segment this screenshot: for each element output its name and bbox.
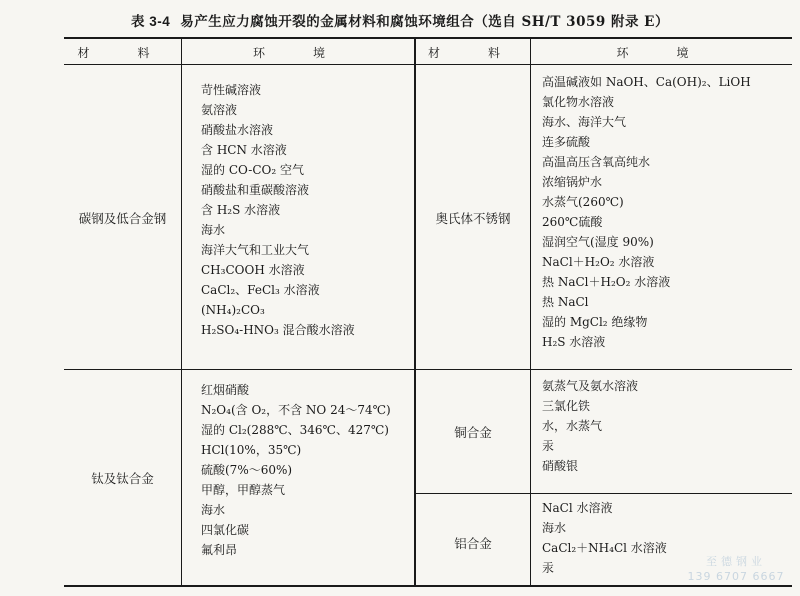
- col-divider-3: [530, 38, 531, 586]
- environment-item: 高温碱液如 NaOH、Ca(OH)₂、LiOH: [542, 75, 751, 89]
- environment-item: 连多硫酸: [542, 135, 591, 149]
- header-material-left: 材 料: [77, 46, 168, 60]
- material-aluminum-alloy: 铝合金: [454, 536, 492, 551]
- environment-item: 氟利昂: [201, 543, 238, 557]
- environment-item: 湿的 Cl₂(288℃、346℃、427℃): [201, 423, 389, 437]
- environment-item: 苛性碱溶液: [201, 83, 262, 97]
- header-environment-right: 环 境: [616, 46, 707, 60]
- environment-item: 含 HCN 水溶液: [201, 143, 287, 157]
- environment-item: 湿润空气(湿度 90%): [542, 235, 654, 249]
- environment-item: 氨蒸气及氨水溶液: [542, 379, 639, 393]
- env-list-titanium: [201, 380, 391, 560]
- col-divider-center: [414, 38, 416, 586]
- environment-item: NaCl 水溶液: [542, 501, 613, 515]
- environment-item: CaCl₂、FeCl₃ 水溶液: [201, 283, 320, 297]
- environment-item: 海洋大气和工业大气: [201, 243, 310, 257]
- table-title: [0, 10, 800, 30]
- environment-item: CaCl₂＋NH₄Cl 水溶液: [542, 541, 667, 555]
- environment-item: 水蒸气(260℃): [542, 195, 624, 209]
- environment-item: 热 NaCl＋H₂O₂ 水溶液: [542, 275, 671, 289]
- environment-item: 海水: [542, 521, 567, 535]
- table-caption: 易产生应力腐蚀开裂的金属材料和腐蚀环境组合（选自 SH/T 3059 附录 E）: [180, 14, 669, 30]
- col-divider-1: [181, 38, 182, 586]
- material-copper-alloy: 铜合金: [454, 425, 492, 440]
- environment-item: 硝酸盐和重碳酸溶液: [201, 183, 310, 197]
- environment-item: N₂O₄(含 O₂，不含 NO 24～74℃): [201, 403, 391, 417]
- environment-item: 湿的 MgCl₂ 绝缘物: [542, 315, 648, 329]
- environment-item: 汞: [542, 561, 555, 575]
- environment-item: 四氯化碳: [201, 523, 250, 537]
- environment-item: 浓缩锅炉水: [542, 175, 603, 189]
- environment-item: 高温高压含氧高纯水: [542, 155, 651, 169]
- environment-item: 硝酸银: [542, 459, 579, 473]
- environment-item: 氯化物水溶液: [542, 95, 615, 109]
- environment-item: 海水: [201, 503, 226, 517]
- material-austenitic-steel: 奥氏体不锈钢: [435, 211, 511, 226]
- row-divider-right-1: [416, 369, 792, 370]
- environment-item: 海水: [201, 223, 226, 237]
- table-number: 表 3-4: [131, 14, 171, 29]
- environment-item: 红烟硝酸: [201, 383, 250, 397]
- environment-item: 水，水蒸气: [542, 419, 603, 433]
- environment-item: NaCl＋H₂O₂ 水溶液: [542, 255, 655, 269]
- material-carbon-steel: 碳钢及低合金钢: [78, 211, 167, 226]
- environment-item: H₂S 水溶液: [542, 335, 606, 349]
- row-divider-left: [64, 369, 414, 370]
- environment-item: 热 NaCl: [542, 295, 589, 309]
- environment-item: 含 H₂S 水溶液: [201, 203, 281, 217]
- header-material-right: 材 料: [427, 46, 518, 60]
- material-titanium: 钛及钛合金: [91, 471, 154, 486]
- environment-item: 湿的 CO-CO₂ 空气: [201, 163, 304, 177]
- environment-item: (NH₄)₂CO₃: [201, 303, 265, 317]
- environment-item: 汞: [542, 439, 555, 453]
- header-bottom-rule: [64, 64, 792, 65]
- environment-item: 海水、海洋大气: [542, 115, 627, 129]
- environment-item: 氨溶液: [201, 103, 238, 117]
- environment-item: 甲醇，甲醇蒸气: [201, 483, 286, 497]
- environment-item: 三氯化铁: [542, 399, 591, 413]
- env-list-carbon-steel: [201, 80, 355, 340]
- environment-item: H₂SO₄-HNO₃ 混合酸水溶液: [201, 323, 355, 337]
- environment-item: 260℃硫酸: [542, 215, 603, 229]
- environment-item: CH₃COOH 水溶液: [201, 263, 305, 277]
- row-divider-right-2: [416, 493, 792, 494]
- watermark-company: 至德钢业: [706, 555, 766, 568]
- env-list-aluminum-alloy: [542, 498, 667, 578]
- environment-item: HCl(10%，35℃): [201, 443, 302, 457]
- table-bottom-rule: [64, 585, 792, 587]
- environment-item: 硫酸(7%～60%): [201, 463, 293, 477]
- env-list-copper-alloy: [542, 376, 638, 476]
- header-environment-left: 环 境: [252, 46, 343, 60]
- table-top-rule: [64, 37, 792, 39]
- watermark-phone: 139 6707 6667: [687, 570, 785, 583]
- env-list-austenitic-steel: [542, 72, 751, 352]
- environment-item: 硝酸盐水溶液: [201, 123, 274, 137]
